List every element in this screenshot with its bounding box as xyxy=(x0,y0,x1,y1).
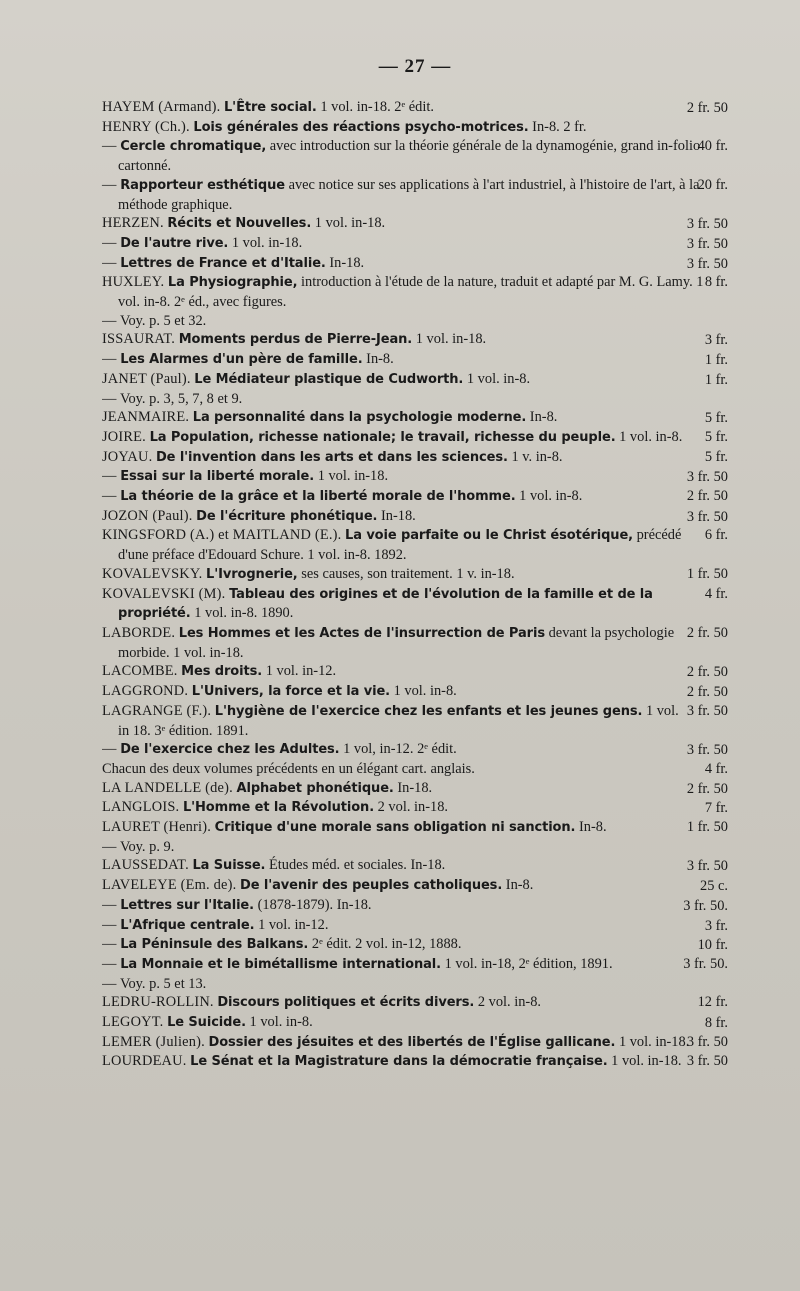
entry-price: 3 fr. xyxy=(704,917,728,934)
catalogue-entry xyxy=(102,330,728,350)
entry-title: Lettres sur l'Italie. xyxy=(120,897,254,913)
entry-rest: 1 vol. in-8. xyxy=(249,1014,313,1031)
entry-rest: 1 vol. in-12. xyxy=(265,663,337,680)
catalogue-entry xyxy=(102,487,728,507)
entry-price: 6 fr. xyxy=(704,527,728,544)
entry-rest: Études méd. et sociales. In-18. xyxy=(269,857,446,874)
entry-author: LAURET (Henri). xyxy=(102,819,212,836)
entry-author: LAGGROND. xyxy=(102,683,189,700)
entry-price: 3 fr. 50 xyxy=(686,858,728,875)
catalogue-entry xyxy=(102,779,728,799)
entry-rest: 1 vol. in-8. xyxy=(619,428,683,445)
entry-author: LEMER (Julien). xyxy=(102,1033,205,1050)
entry-author: KOVALEVSKY. xyxy=(102,565,203,582)
entry-author: LAVELEYE (Em. de). xyxy=(102,877,237,894)
catalogue-entry xyxy=(102,993,728,1013)
entry-author: LANGLOIS. xyxy=(102,799,180,816)
catalogue-entry xyxy=(102,137,728,175)
entry-rest: In-8. xyxy=(366,351,394,368)
entry-rest: In-8. 2 fr. xyxy=(532,118,587,135)
entry-rest: 2ᵉ édit. 2 vol. in-12, 1888. xyxy=(311,936,462,953)
entry-price: 20 fr. xyxy=(697,176,728,193)
catalogue-entry xyxy=(102,896,728,916)
entry-author: — xyxy=(102,975,117,992)
catalogue-entry xyxy=(102,118,728,138)
entry-rest: 1 vol. in-18. xyxy=(317,468,389,485)
page-number: — 27 — xyxy=(378,56,452,77)
catalogue-entry xyxy=(102,955,728,975)
catalogue-entry xyxy=(102,740,728,760)
entry-price: 3 fr. 50 xyxy=(686,216,728,233)
catalogue-entry xyxy=(102,98,728,118)
entry-author: — xyxy=(102,838,117,855)
entry-rest: 1 vol. in-18. xyxy=(618,1033,690,1050)
entry-author: LOURDEAU. xyxy=(102,1053,187,1070)
entry-rest: précédé d'une préface d'Edouard Schure. 1 vol. in-8. 1892. xyxy=(118,527,682,564)
entry-title: La Suisse. xyxy=(192,858,266,874)
entry-rest: avec notice sur ses applications à l'art industriel, à l'histoire de l'art, à la méthode graphique. xyxy=(118,176,700,213)
entry-title: Discours politiques et écrits divers. xyxy=(217,995,475,1011)
entry-author: JEANMAIRE. xyxy=(102,409,190,426)
catalogue-entry xyxy=(102,214,728,234)
catalogue-entry xyxy=(102,234,728,254)
entry-rest: 1 vol. in-18. xyxy=(415,331,487,348)
entry-title: Le Médiateur plastique de Cudworth. xyxy=(194,371,464,387)
entry-author: LABORDE. xyxy=(102,624,176,641)
entry-rest: 1 vol. in-18. xyxy=(314,215,386,232)
entry-title: Alphabet phonétique. xyxy=(236,780,394,796)
entry-title: Le Suicide. xyxy=(167,1015,246,1031)
entry-price: 4 fr. xyxy=(704,585,728,602)
entry-price: 3 fr. 50 xyxy=(686,1053,728,1070)
catalogue-entry xyxy=(102,408,728,428)
catalogue-entry xyxy=(102,876,728,896)
entry-rest: 1 v. in-8. xyxy=(511,448,563,465)
entry-rest: 1 vol. in-18, 2ᵉ édition, 1891. xyxy=(444,955,613,972)
entry-price: 5 fr. xyxy=(704,428,728,445)
entry-title: Critique d'une morale sans obligation ni sanction. xyxy=(214,820,576,836)
entry-price: 7 fr. xyxy=(704,800,728,817)
entry-price: 3 fr. 50 xyxy=(686,469,728,486)
entry-title: Lettres de France et d'Italie. xyxy=(120,255,326,271)
entry-title: Mes droits. xyxy=(181,664,263,680)
entry-rest: 2 vol. in-8. xyxy=(477,994,541,1011)
entry-author: — xyxy=(102,390,117,407)
entry-price: 3 fr. xyxy=(704,332,728,349)
entry-rest: In-18. xyxy=(381,507,416,524)
entry-title: De l'exercice chez les Adultes. xyxy=(120,742,340,758)
entry-author: KINGSFORD (A.) et MAITLAND (E.). xyxy=(102,527,342,544)
entry-price: 2 fr. 50 xyxy=(686,780,728,797)
entry-price: 8 fr. xyxy=(704,1015,728,1032)
entry-rest: In-18. xyxy=(329,254,365,271)
entry-author: — xyxy=(102,176,117,193)
entry-price: 3 fr. 50 xyxy=(686,1033,728,1050)
entry-price: 2 fr. 50 xyxy=(686,100,728,116)
entry-author: — xyxy=(102,312,117,329)
entry-price: 10 fr. xyxy=(697,937,728,954)
catalogue-entry xyxy=(102,1052,728,1072)
entry-price: 2 fr. 50 xyxy=(686,624,728,641)
entry-title: Les Alarmes d'un père de famille. xyxy=(120,352,363,368)
entry-price: 5 fr. xyxy=(704,410,728,427)
entry-rest: Voy. p. 9. xyxy=(119,838,175,855)
catalogue-entry xyxy=(102,975,728,994)
entry-author: — xyxy=(102,234,117,251)
entry-title: L'Être social. xyxy=(224,100,317,115)
catalogue-entry xyxy=(102,624,728,662)
entry-title: Récits et Nouvelles. xyxy=(167,216,312,232)
entry-title: Le Sénat et la Magistrature dans la démocratie française. xyxy=(190,1054,608,1070)
entry-title: La Monnaie et le bimétallisme international. xyxy=(120,956,442,972)
entry-author: — xyxy=(102,741,117,758)
entry-rest: introduction à l'étude de la nature, traduit et adapté par M. G. Lamy. 1 vol. in-8. 2ᵉ éd., avec figures. xyxy=(118,274,704,311)
catalogue-entry xyxy=(102,1013,728,1033)
entry-author: JOYAU. xyxy=(102,448,153,465)
catalogue-entry xyxy=(102,350,728,370)
entry-author: — xyxy=(102,254,117,271)
catalogue-entry xyxy=(102,312,728,331)
entry-rest: 1 vol. in-18. xyxy=(611,1053,682,1070)
entry-author: — xyxy=(102,488,117,505)
catalogue-entry xyxy=(102,682,728,702)
entry-price: 3 fr. 50. xyxy=(683,897,728,914)
entry-rest: 1 vol. in-18. xyxy=(231,234,303,251)
catalogue-entry xyxy=(102,428,728,448)
entry-title: Moments perdus de Pierre-Jean. xyxy=(178,332,413,348)
entry-author: LA LANDELLE (de). xyxy=(102,779,233,796)
entry-author: LEDRU-ROLLIN. xyxy=(102,994,214,1011)
catalogue-entry xyxy=(102,176,728,214)
entry-title: L'Homme et la Révolution. xyxy=(182,800,375,816)
entry-rest: 1 vol. in-8. xyxy=(466,370,531,387)
catalogue-entry xyxy=(102,526,728,564)
catalogue-entry xyxy=(102,448,728,468)
entry-rest: Voy. p. 5 et 32. xyxy=(119,312,207,329)
catalogue-entry xyxy=(102,467,728,487)
catalogue-entry xyxy=(102,1033,728,1053)
catalogue-entry xyxy=(102,662,728,682)
entry-author: HAYEM (Armand). xyxy=(102,99,221,115)
entry-price: 1 fr. xyxy=(704,371,728,388)
catalogue-entry xyxy=(102,702,728,740)
entry-author: — xyxy=(102,896,117,913)
catalogue-entry xyxy=(102,565,728,585)
entry-title: La personnalité dans la psychologie moderne. xyxy=(192,410,527,426)
entry-rest: 1 vol. in-8. xyxy=(393,683,457,700)
entry-author: JOIRE. xyxy=(102,428,146,445)
entry-title: L'Afrique centrale. xyxy=(120,917,255,933)
entry-price: 3 fr. 50 xyxy=(686,235,728,252)
entry-title: Lois générales des réactions psycho-motrices. xyxy=(193,119,529,135)
catalogue-entry xyxy=(102,370,728,390)
book-list xyxy=(102,98,728,1072)
entry-rest: In-8. xyxy=(529,409,558,426)
entry-title: L'Univers, la force et la vie. xyxy=(191,684,390,700)
entry-rest: 1 vol. in-8. xyxy=(519,488,583,505)
entry-title: Les Hommes et les Actes de l'insurrection de Paris xyxy=(178,625,545,641)
entry-title: L'hygiène de l'exercice chez les enfants et les jeunes gens. xyxy=(214,703,643,719)
entry-author: LEGOYT. xyxy=(102,1014,164,1031)
entry-author: KOVALEVSKI (M). xyxy=(102,585,226,602)
catalogue-entry xyxy=(102,273,728,311)
entry-price: 2 fr. 50 xyxy=(686,684,728,701)
entry-rest: In-18. xyxy=(397,779,433,796)
entry-price: 3 fr. 50 xyxy=(686,742,728,759)
entry-rest: (1878-1879). In-18. xyxy=(257,896,372,913)
entry-title: Dossier des jésuites et des libertés de l'Église gallicane. xyxy=(208,1034,616,1050)
entry-author: HENRY (Ch.). xyxy=(102,118,190,135)
entry-price: 1 fr. 50 xyxy=(686,565,728,582)
entry-title: Rapporteur esthétique xyxy=(120,177,285,193)
entry-author: ISSAURAT. xyxy=(102,331,176,348)
catalogue-entry xyxy=(102,760,728,779)
entry-rest: 1 vol. in-18. 2ᵉ édit. xyxy=(320,99,434,115)
entry-price: 2 fr. 50 xyxy=(686,488,728,505)
entry-rest: ses causes, son traitement. 1 v. in-18. xyxy=(301,565,515,582)
catalogue-entry xyxy=(102,254,728,274)
entry-price: 40 fr. xyxy=(697,138,728,155)
entry-title: Essai sur la liberté morale. xyxy=(120,469,315,485)
entry-price: 3 fr. 50 xyxy=(686,702,728,719)
entry-title: La Population, richesse nationale; le travail, richesse du peuple. xyxy=(149,429,616,445)
entry-price: 1 fr. xyxy=(704,352,728,369)
entry-rest: 2 vol. in-18. xyxy=(377,799,448,816)
entry-price: 5 fr. xyxy=(704,448,728,465)
entry-title: L'Ivrognerie, xyxy=(206,566,298,582)
entry-price: 8 fr. xyxy=(704,274,728,291)
entry-price: 12 fr. xyxy=(697,994,728,1011)
entry-price: 3 fr. 50. xyxy=(683,955,728,972)
entry-rest: In-8. xyxy=(505,877,534,894)
entry-title: Cercle chromatique, xyxy=(120,139,267,155)
entry-rest: 1 vol, in-12. 2ᵉ édit. xyxy=(343,741,457,758)
entry-author: LAUSSEDAT. xyxy=(102,857,189,874)
catalogue-entry xyxy=(102,838,728,857)
catalogue-entry xyxy=(102,585,728,624)
entry-title: De l'invention dans les arts et dans les sciences. xyxy=(155,449,508,465)
entry-price: 1 fr. 50 xyxy=(686,819,728,836)
entry-author: HUXLEY. xyxy=(102,274,165,291)
catalogue-entry xyxy=(102,507,728,527)
entry-rest: 1 vol. in-8. 1890. xyxy=(194,605,294,622)
entry-title: La voie parfaite ou le Christ ésotérique, xyxy=(345,528,633,544)
entry-rest: 1 vol. in 18. 3ᵉ édition. 1891. xyxy=(118,702,679,739)
entry-title: La Physiographie, xyxy=(167,275,298,291)
entry-rest: Voy. p. 5 et 13. xyxy=(119,975,207,992)
entry-author: — xyxy=(102,138,117,155)
entry-rest: avec introduction sur la théorie générale de la dynamogénie, grand in-folio cartonné. xyxy=(118,138,701,175)
entry-title: De l'avenir des peuples catholiques. xyxy=(240,878,503,894)
entry-author: — xyxy=(102,351,117,368)
entry-title: La théorie de la grâce et la liberté morale de l'homme. xyxy=(120,489,516,505)
entry-rest: In-8. xyxy=(579,819,607,836)
catalogue-entry xyxy=(102,856,728,876)
entry-rest: devant la psychologie morbide. 1 vol. in-18. xyxy=(118,624,675,661)
catalogue-entry xyxy=(102,798,728,818)
entry-price: 3 fr. 50 xyxy=(686,508,728,525)
entry-author: — xyxy=(102,468,117,485)
entry-author: — xyxy=(102,916,117,933)
catalogue-entry xyxy=(102,818,728,838)
entry-author: LACOMBE. xyxy=(102,663,178,680)
entry-price: 25 c. xyxy=(700,878,728,895)
entry-rest: Voy. p. 3, 5, 7, 8 et 9. xyxy=(119,390,243,407)
entry-price: 3 fr. 50 xyxy=(686,255,728,272)
entry-title: Tableau des origines et de l'évolution de la famille et de la propriété. xyxy=(118,586,653,622)
catalogue-entry xyxy=(102,916,728,936)
entry-rest: 1 vol. in-12. xyxy=(258,916,329,933)
entry-title: La Péninsule des Balkans. xyxy=(120,937,309,953)
catalogue-entry xyxy=(102,935,728,955)
entry-author: — xyxy=(102,955,117,972)
entry-author: HERZEN. xyxy=(102,215,164,232)
entry-title: De l'écriture phonétique. xyxy=(196,508,378,524)
entry-author: JANET (Paul). xyxy=(102,370,191,387)
entry-price: 4 fr. xyxy=(704,760,728,777)
entry-price: 2 fr. 50 xyxy=(686,664,728,681)
entry-title: De l'autre rive. xyxy=(120,235,229,251)
entry-author: JOZON (Paul). xyxy=(102,507,193,524)
entry-author: — xyxy=(102,936,117,953)
catalogue-entry xyxy=(102,390,728,409)
entry-rest: Chacun des deux volumes précédents en un élégant cart. anglais. xyxy=(102,760,475,777)
entry-author: LAGRANGE (F.). xyxy=(102,702,212,719)
